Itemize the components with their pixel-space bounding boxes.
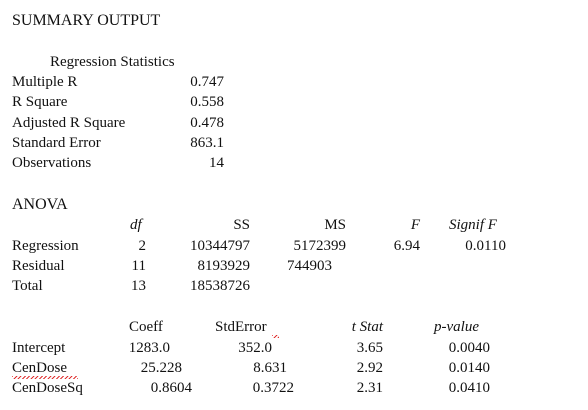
stat-label-adjusted-r-square: Adjusted R Square bbox=[12, 115, 126, 131]
anova-residual-ss: 8193929 bbox=[197, 258, 250, 274]
summary-title: SUMMARY OUTPUT bbox=[12, 12, 161, 29]
anova-regression-df: 2 bbox=[138, 238, 146, 254]
coef-cendosesq-t-stat: 2.31 bbox=[356, 380, 383, 396]
coef-row-label-cendosesq: CenDoseSq bbox=[12, 380, 83, 396]
coef-cendosesq-p-value: 0.0410 bbox=[448, 380, 490, 396]
anova-header-ms: MS bbox=[324, 217, 346, 233]
coef-intercept-p-value: 0.0040 bbox=[448, 340, 490, 356]
stat-value-standard-error: 863.1 bbox=[190, 135, 224, 151]
anova-row-label-total: Total bbox=[12, 278, 43, 294]
coef-cendosesq-coeff: 0.8604 bbox=[150, 380, 192, 396]
coef-cendosesq-std-error: 0.3722 bbox=[252, 380, 294, 396]
regression-statistics-header: Regression Statistics bbox=[50, 54, 175, 70]
spellcheck-underline bbox=[272, 335, 279, 338]
anova-header-df: df bbox=[130, 217, 142, 233]
coef-cendose-coeff: 25.228 bbox=[140, 360, 182, 376]
coef-cendose-t-stat: 2.92 bbox=[356, 360, 383, 376]
anova-row-label-residual: Residual bbox=[12, 258, 65, 274]
anova-residual-ms: 744903 bbox=[287, 258, 332, 274]
stat-label-observations: Observations bbox=[12, 155, 92, 171]
coef-cendose-std-error: 8.631 bbox=[253, 360, 287, 376]
anova-regression-ss: 10344797 bbox=[190, 238, 250, 254]
coef-header-std-error: StdError bbox=[215, 319, 267, 335]
coef-intercept-std-error: 352.0 bbox=[238, 340, 272, 356]
coef-header-t-stat: t Stat bbox=[351, 319, 383, 335]
stat-label-r-square: R Square bbox=[12, 94, 68, 110]
coef-header-coeff: Coeff bbox=[129, 319, 163, 335]
anova-total-df: 13 bbox=[131, 278, 146, 294]
coef-intercept-t-stat: 3.65 bbox=[356, 340, 383, 356]
anova-header-signif-f: Signif F bbox=[449, 217, 497, 233]
anova-title: ANOVA bbox=[12, 196, 68, 213]
stat-value-multiple-r: 0.747 bbox=[190, 74, 224, 90]
anova-regression-f: 6.94 bbox=[393, 238, 420, 254]
stat-value-r-square: 0.558 bbox=[190, 94, 224, 110]
coef-row-label-intercept: Intercept bbox=[12, 340, 66, 356]
coef-header-p-value: p-value bbox=[434, 319, 479, 335]
coef-cendose-p-value: 0.0140 bbox=[448, 360, 490, 376]
anova-residual-df: 11 bbox=[131, 258, 146, 274]
anova-row-label-regression: Regression bbox=[12, 238, 79, 254]
anova-header-f: F bbox=[410, 217, 420, 233]
anova-header-ss: SS bbox=[233, 217, 250, 233]
stat-label-standard-error: Standard Error bbox=[12, 135, 101, 151]
anova-total-ss: 18538726 bbox=[190, 278, 250, 294]
coef-row-label-cendose: CenDose bbox=[12, 360, 67, 376]
coef-intercept-coeff: 1283.0 bbox=[128, 340, 170, 356]
anova-regression-signif-f: 0.0110 bbox=[465, 238, 506, 254]
anova-regression-ms: 5172399 bbox=[293, 238, 346, 254]
stat-label-multiple-r: Multiple R bbox=[12, 74, 78, 90]
stat-value-adjusted-r-square: 0.478 bbox=[190, 115, 224, 131]
stat-value-observations: 14 bbox=[209, 155, 224, 171]
